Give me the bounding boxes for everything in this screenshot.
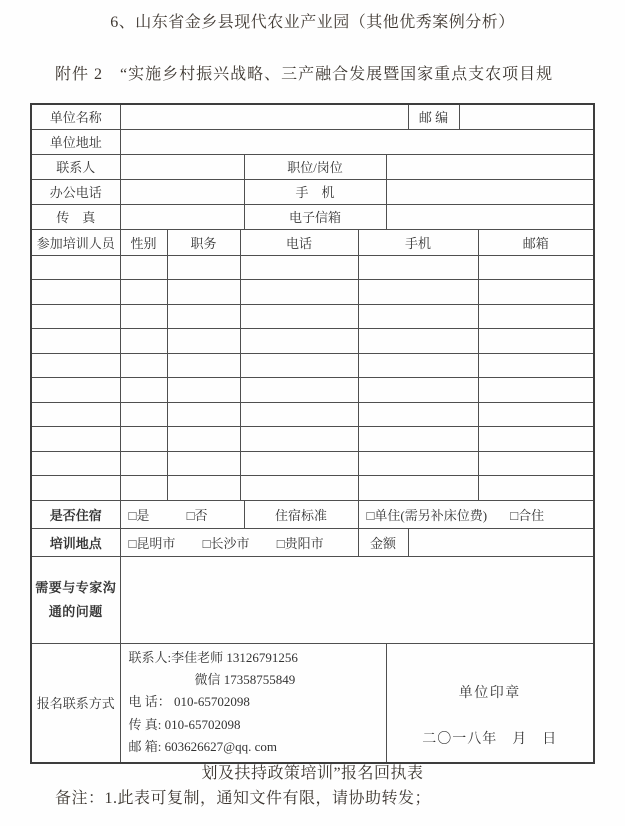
lodging-label: 是否住宿 [31, 500, 120, 528]
participant-empty-row [31, 476, 594, 501]
venue-option-guiyang [277, 536, 324, 551]
participant-empty-cell [167, 353, 240, 378]
participant-empty-cell [240, 402, 358, 427]
questions-label: 需要与专家沟通的问题 [31, 556, 120, 643]
unit-name-value-cell [120, 104, 408, 129]
participants-header-gender: 性别 [120, 229, 167, 255]
fax-value-cell [120, 204, 244, 229]
checkbox-icon: □ [202, 535, 211, 551]
unit-address-label: 单位地址 [31, 129, 120, 154]
participant-empty-cell [240, 329, 358, 354]
participant-empty-cell [358, 304, 478, 329]
participant-empty-cell [120, 304, 167, 329]
participant-empty-cell [167, 255, 240, 280]
date-label: 二〇一八年 月 日 [422, 731, 558, 747]
mobile-value-cell [386, 179, 594, 204]
office-phone-row [31, 179, 594, 204]
lodging-option-single-label: 单住(需另补床位费) [374, 507, 488, 523]
unit-name-label: 单位名称 [31, 104, 120, 129]
participant-empty-cell [167, 402, 240, 427]
participant-empty-cell [167, 451, 240, 476]
contact-value-cell [120, 154, 244, 179]
participant-empty-cell [31, 304, 120, 329]
attachment-title-line: 附件 2 “实施乡村振兴战略、三产融合发展暨国家重点支农项目规 [55, 66, 554, 83]
registration-contact-row [31, 643, 594, 763]
registration-line-fax: 传 真: 010-65702098 [128, 716, 241, 732]
participant-empty-cell [478, 353, 594, 378]
participant-empty-row [31, 451, 594, 476]
lodging-standard-label: 住宿标准 [244, 500, 358, 528]
lodging-option-no [187, 508, 208, 523]
participant-empty-cell [120, 378, 167, 403]
participant-empty-cell [240, 255, 358, 280]
contact-row [31, 154, 594, 179]
participant-empty-cell [31, 427, 120, 452]
participant-empty-cell [358, 402, 478, 427]
participant-empty-cell [167, 280, 240, 305]
venue-option-kunming [129, 536, 176, 551]
participant-empty-row [31, 353, 594, 378]
participant-empty-row [31, 304, 594, 329]
unit-address-row [31, 129, 594, 154]
zip-label: 邮 编 [408, 104, 459, 129]
participant-empty-cell [167, 329, 240, 354]
venue-options-cell [120, 528, 358, 556]
participant-empty-cell [120, 353, 167, 378]
unit-name-row [31, 104, 594, 129]
lodging-option-single [367, 508, 488, 523]
stamp-cell [386, 643, 594, 763]
participant-empty-cell [358, 329, 478, 354]
checkbox-icon: □ [128, 507, 137, 523]
participant-empty-cell [31, 329, 120, 354]
participant-empty-cell [478, 476, 594, 501]
participant-empty-cell [358, 451, 478, 476]
participant-empty-cell [478, 280, 594, 305]
case-heading: 6、山东省金乡县现代农业产业园（其他优秀案例分析） [110, 14, 515, 31]
participant-empty-cell [358, 378, 478, 403]
participant-empty-row [31, 280, 594, 305]
participants-header-email: 邮箱 [478, 229, 594, 255]
participant-empty-cell [358, 476, 478, 501]
fax-row [31, 204, 594, 229]
participant-empty-cell [240, 476, 358, 501]
checkbox-icon: □ [128, 535, 137, 551]
participant-empty-cell [240, 427, 358, 452]
lodging-option-shared [510, 508, 544, 523]
venue-option-changsha-label: 长沙市 [210, 535, 250, 551]
participant-empty-cell [120, 255, 167, 280]
checkbox-icon: □ [510, 507, 519, 523]
registration-line-contact: 联系人:李佳老师 13126791256 [128, 649, 298, 665]
participant-empty-cell [240, 304, 358, 329]
participant-empty-cell [358, 427, 478, 452]
participant-empty-cell [358, 255, 478, 280]
participant-empty-cell [120, 402, 167, 427]
participants-header-phone: 电话 [240, 229, 358, 255]
participant-empty-cell [358, 353, 478, 378]
checkbox-icon: □ [186, 507, 195, 523]
email-value-cell [386, 204, 594, 229]
participant-empty-cell [120, 329, 167, 354]
participant-empty-cell [478, 402, 594, 427]
participant-empty-row [31, 427, 594, 452]
lodging-standard-options-cell [358, 500, 594, 528]
participant-empty-cell [478, 378, 594, 403]
participant-empty-cell [240, 451, 358, 476]
participants-header-title: 职务 [167, 229, 240, 255]
questions-value-cell [120, 556, 594, 643]
participant-empty-cell [120, 280, 167, 305]
amount-value-cell [408, 528, 594, 556]
registration-line-email: 邮 箱: 603626627@qq. com [128, 739, 277, 755]
participant-empty-rows [31, 255, 594, 500]
participant-empty-cell [240, 353, 358, 378]
participant-empty-cell [240, 378, 358, 403]
participants-header-mobile: 手机 [358, 229, 478, 255]
zip-value-cell [459, 104, 594, 129]
title-continuation: 划及扶持政策培训”报名回执表 [201, 765, 424, 782]
lodging-option-no-label: 否 [194, 507, 208, 523]
participant-empty-cell [478, 304, 594, 329]
unit-address-value-cell [120, 129, 594, 154]
position-value-cell [386, 154, 594, 179]
office-phone-label: 办公电话 [31, 179, 120, 204]
participant-empty-cell [31, 280, 120, 305]
position-label: 职位/岗位 [244, 154, 386, 179]
participant-empty-cell [167, 304, 240, 329]
participant-empty-cell [31, 255, 120, 280]
note-line: 备注：1.此表可复制，通知文件有限，请协助转发； [55, 790, 432, 807]
participant-empty-row [31, 255, 594, 280]
lodging-option-yes-label: 是 [136, 507, 150, 523]
participant-empty-cell [120, 427, 167, 452]
participant-empty-cell [478, 329, 594, 354]
venue-option-guiyang-label: 贵阳市 [284, 535, 324, 551]
mobile-label: 手 机 [244, 179, 386, 204]
email-label: 电子信箱 [244, 204, 386, 229]
participant-empty-cell [31, 353, 120, 378]
participant-empty-cell [478, 427, 594, 452]
venue-option-changsha [203, 536, 250, 551]
questions-row [31, 556, 594, 643]
registration-line-wechat: 微信 17358755849 [194, 671, 296, 687]
fax-label: 传 真 [31, 204, 120, 229]
checkbox-icon: □ [276, 535, 285, 551]
participant-empty-cell [31, 402, 120, 427]
participant-empty-cell [478, 255, 594, 280]
lodging-option-yes [129, 508, 150, 523]
registration-line-phone: 电 话： 010-65702098 [128, 694, 250, 710]
participants-header-name: 参加培训人员 [31, 229, 120, 255]
participants-header-row [31, 229, 594, 255]
stamp-label: 单位印章 [458, 685, 521, 701]
participant-empty-row [31, 402, 594, 427]
participant-empty-row [31, 378, 594, 403]
lodging-yes-no-cell [120, 500, 244, 528]
checkbox-icon: □ [366, 507, 375, 523]
registration-label: 报名联系方式 [31, 643, 120, 763]
contact-label: 联系人 [31, 154, 120, 179]
participant-empty-row [31, 329, 594, 354]
participant-empty-cell [31, 476, 120, 501]
participant-empty-cell [31, 378, 120, 403]
venue-label: 培训地点 [31, 528, 120, 556]
amount-label: 金额 [358, 528, 408, 556]
lodging-option-shared-label: 合住 [518, 507, 545, 523]
participant-empty-cell [240, 280, 358, 305]
venue-option-kunming-label: 昆明市 [136, 535, 176, 551]
venue-row [31, 528, 594, 556]
office-phone-value-cell [120, 179, 244, 204]
participant-empty-cell [120, 451, 167, 476]
participant-empty-cell [167, 378, 240, 403]
participant-empty-cell [167, 476, 240, 501]
participant-empty-cell [31, 451, 120, 476]
participant-empty-cell [167, 427, 240, 452]
participant-empty-cell [120, 476, 167, 501]
registration-details-cell [120, 643, 386, 763]
participant-empty-cell [478, 451, 594, 476]
registration-form-table [30, 103, 595, 764]
participant-empty-cell [358, 280, 478, 305]
lodging-row [31, 500, 594, 528]
